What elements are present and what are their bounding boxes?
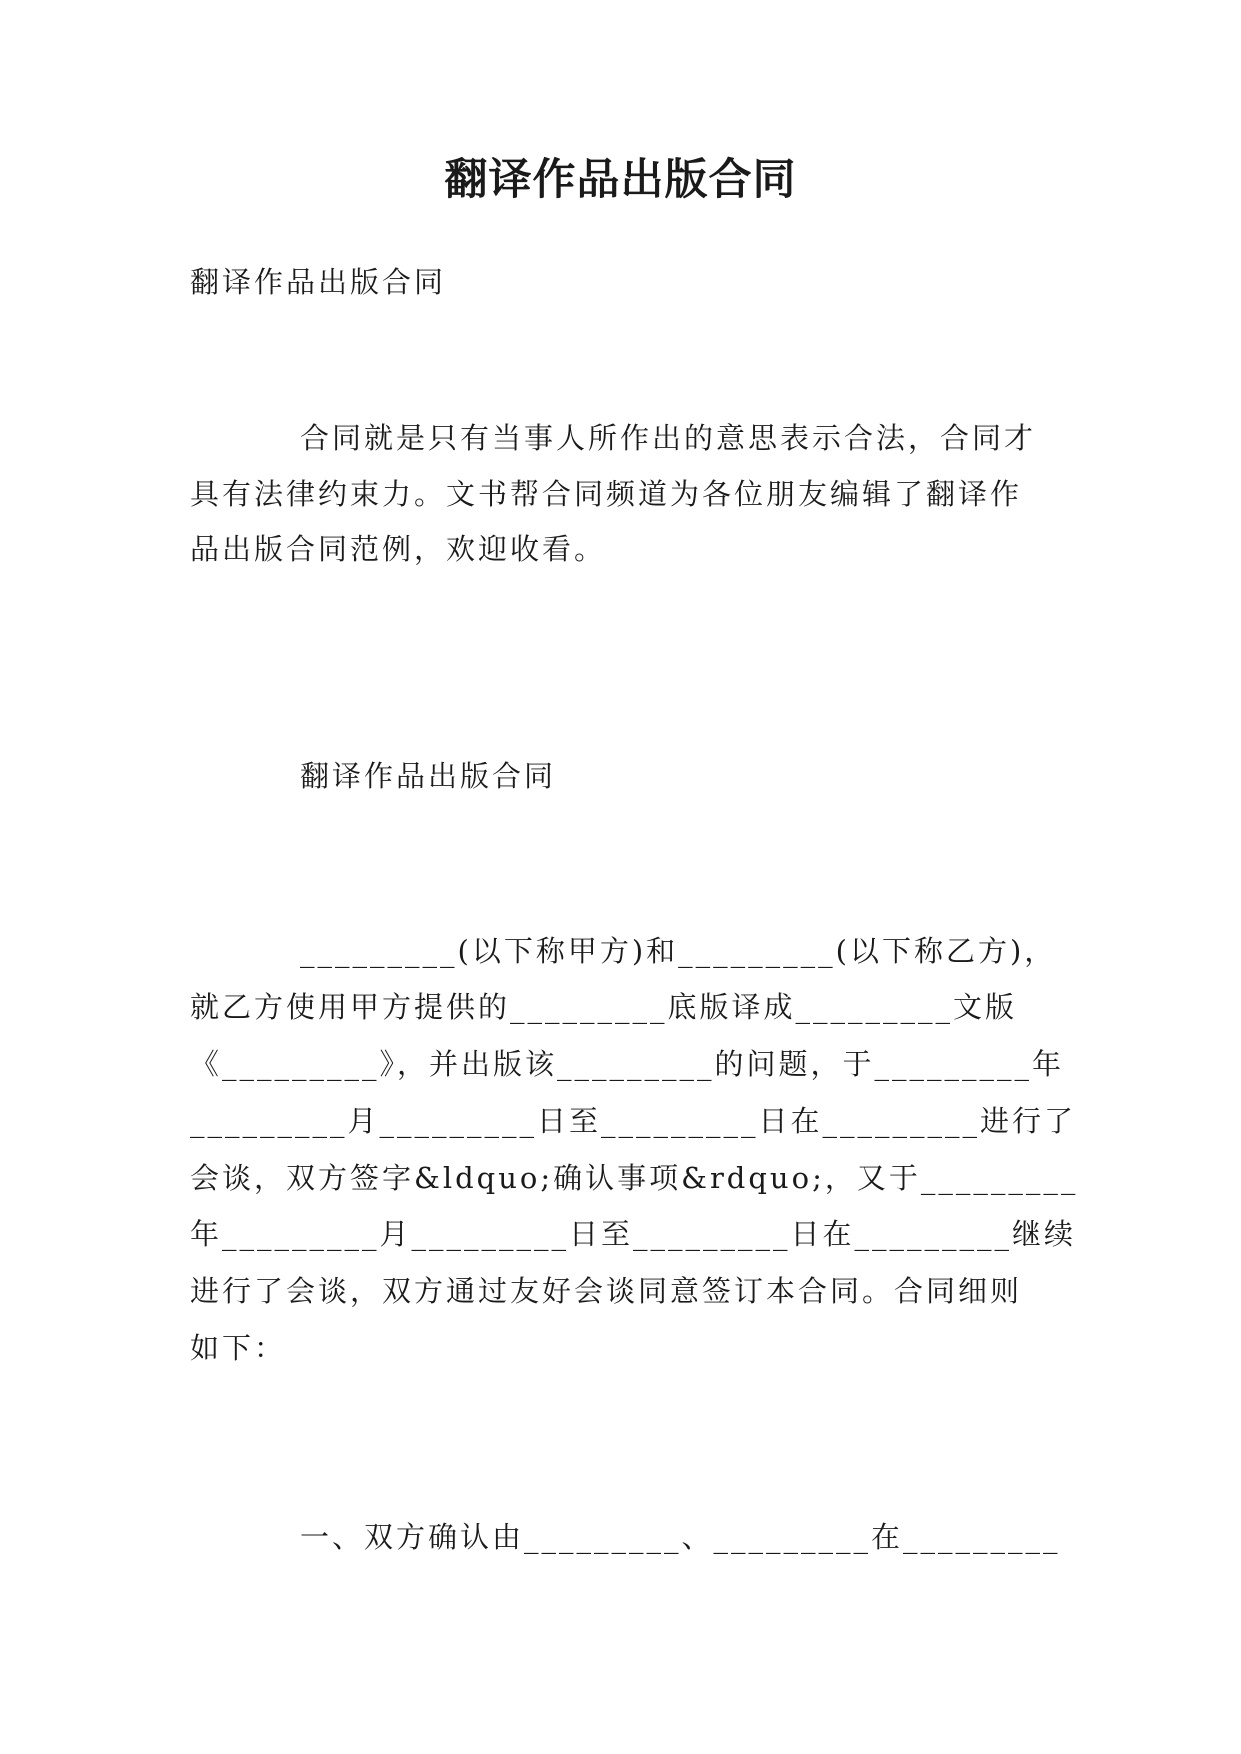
preamble-line: _________月_________日至_________日在_________进行了 bbox=[190, 1104, 1077, 1138]
document-subtitle: 翻译作品出版合同 bbox=[190, 265, 447, 299]
preamble-line: 进行了会谈，双方通过友好会谈同意签订本合同。合同细则 bbox=[190, 1274, 1023, 1308]
intro-line: 品出版合同范例，欢迎收看。 bbox=[190, 532, 607, 566]
preamble-line: _________(以下称甲方)和_________(以下称乙方)， bbox=[300, 934, 1057, 968]
intro-line: 合同就是只有当事人所作出的意思表示合法，合同才 bbox=[300, 421, 1037, 455]
preamble-line: 年_________月_________日至_________日在_________继续 bbox=[190, 1217, 1077, 1251]
clause-1: 一、双方确认由_________、_________在_________ bbox=[300, 1520, 1061, 1554]
preamble-line: 就乙方使用甲方提供的_________底版译成_________文版 bbox=[190, 990, 1018, 1024]
preamble-line: 会谈，双方签字&ldquo;确认事项&rdquo;，又于_________ bbox=[190, 1161, 1079, 1195]
intro-line: 具有法律约束力。文书帮合同频道为各位朋友编辑了翻译作 bbox=[190, 477, 1023, 511]
section-heading: 翻译作品出版合同 bbox=[300, 759, 557, 793]
preamble-line: 如下： bbox=[190, 1331, 287, 1365]
preamble-line: 《_________》，并出版该_________的问题，于_________年 bbox=[190, 1047, 1065, 1081]
document-title: 翻译作品出版合同 bbox=[444, 155, 797, 205]
